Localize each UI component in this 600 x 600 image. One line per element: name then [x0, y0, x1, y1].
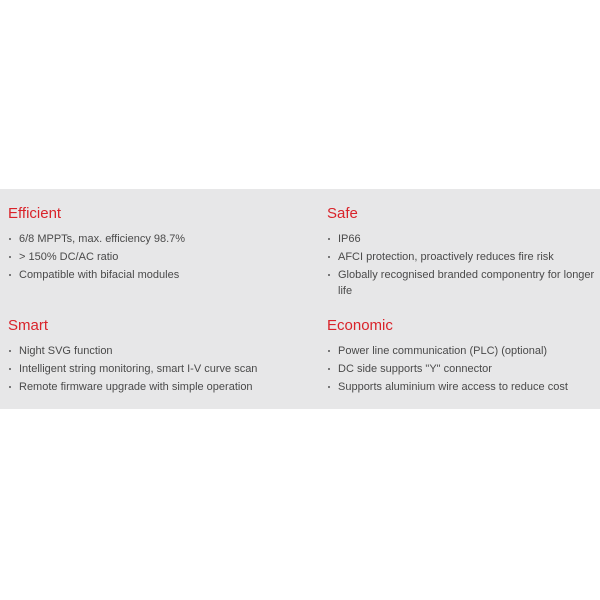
- safe-list: [327, 231, 600, 299]
- list-item: 6/8 MPPTs, max. efficiency 98.7%: [8, 231, 298, 247]
- safe-section: [327, 205, 600, 301]
- list-item: AFCI protection, proactively reduces fire risk: [327, 249, 598, 265]
- efficient-heading: Efficient: [8, 205, 62, 222]
- economic-section: [327, 317, 600, 397]
- safe-heading: Safe: [327, 205, 358, 222]
- economic-list: [327, 343, 600, 395]
- smart-heading: Smart: [8, 317, 49, 334]
- list-item: > 150% DC/AC ratio: [8, 249, 298, 265]
- list-item: Globally recognised branded componentry for longer life: [327, 267, 598, 299]
- smart-list: [8, 343, 298, 395]
- economic-heading: Economic: [327, 317, 393, 334]
- list-item: Night SVG function: [8, 343, 298, 359]
- list-item: DC side supports "Y" connector: [327, 361, 598, 377]
- list-item: Power line communication (PLC) (optional): [327, 343, 598, 359]
- efficient-section: [8, 205, 298, 285]
- list-item: Compatible with bifacial modules: [8, 267, 298, 283]
- efficient-list: [8, 231, 298, 283]
- list-item: Remote firmware upgrade with simple operation: [8, 379, 298, 395]
- list-item: Intelligent string monitoring, smart I-V curve scan: [8, 361, 298, 377]
- list-item: Supports aluminium wire access to reduce cost: [327, 379, 598, 395]
- features-panel: [0, 189, 600, 409]
- smart-section: [8, 317, 298, 397]
- list-item: IP66: [327, 231, 598, 247]
